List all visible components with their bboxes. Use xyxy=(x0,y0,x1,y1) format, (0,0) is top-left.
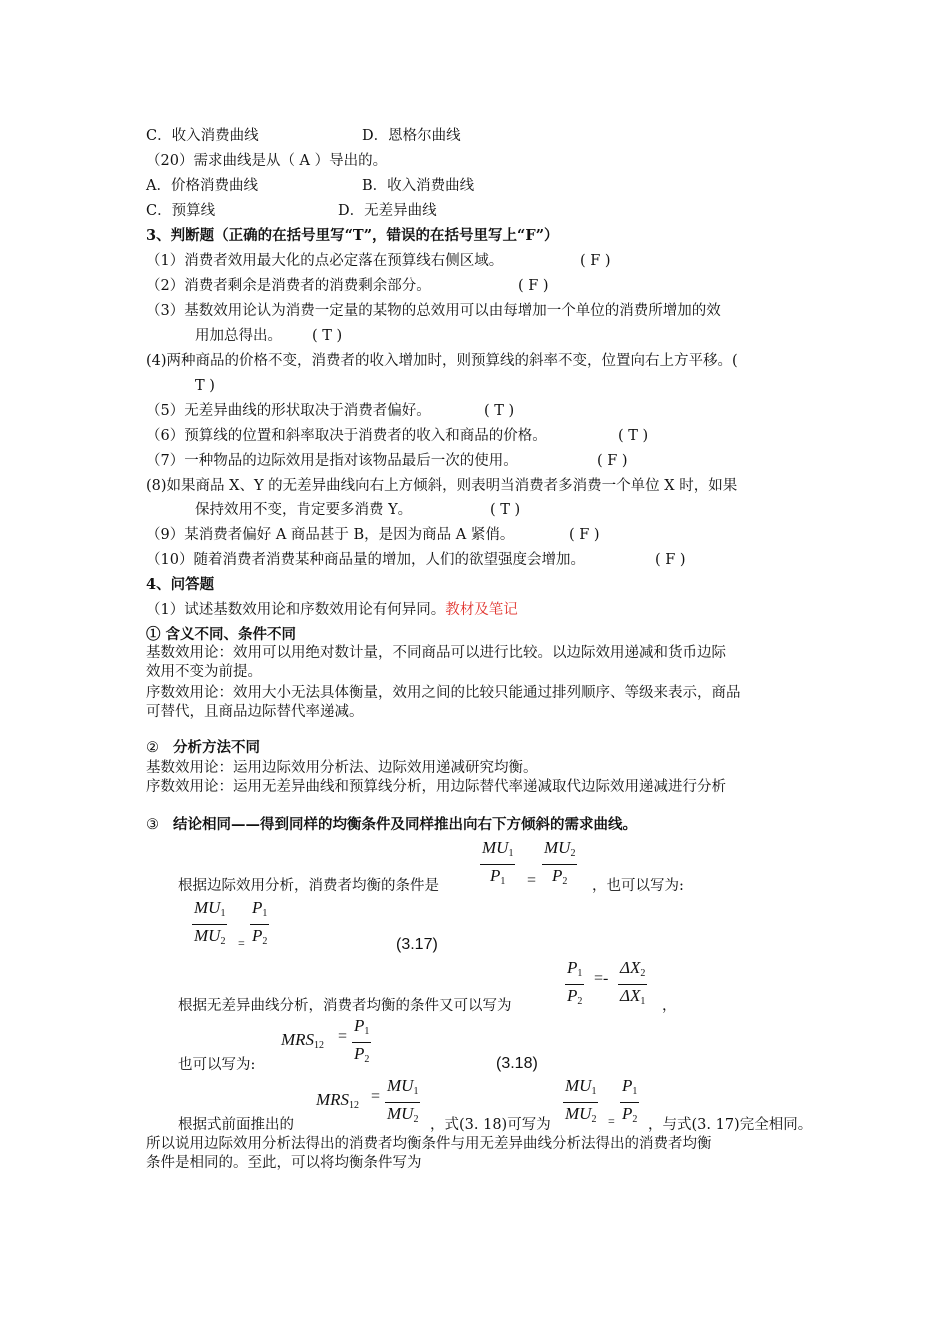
mrs12-label: $MRS_{12}$ xyxy=(281,1030,325,1051)
paragraph-6: 条件是相同的。至此，可以将均衡条件写为 xyxy=(146,1155,422,1171)
point-2-heading: 分析方法不同 xyxy=(173,739,260,756)
question-1-text: （1）试述基数效用论和序数效用论有何异同。 xyxy=(146,602,446,618)
judgement-10-answer: ( F ) xyxy=(655,552,686,568)
judgement-8-answer: ( T ) xyxy=(490,502,521,518)
equals-sign-small-b: = xyxy=(608,1114,615,1128)
judgement-4-line1: (4)两种商品的价格不变，消费者的收入增加时，则预算线的斜率不变，位置向右上方平移。( xyxy=(146,353,738,369)
judgement-1: （1）消费者效用最大化的点必定落在预算线右侧区域。 xyxy=(146,253,504,269)
section-3-heading: 3、判断题（正确的在括号里写“T”，错误的在括号里写上“F”） xyxy=(146,227,559,244)
judgement-1-answer: ( F ) xyxy=(580,253,611,269)
fraction-mu1-mu2-c: $MU_1$ $MU_2$ xyxy=(565,1076,597,1125)
paragraph-equilibrium-cardinal: 根据边际效用分析，消费者均衡的条件是 xyxy=(178,878,439,894)
point-3-number: ③ xyxy=(146,817,159,833)
option-c-line: C．收入消费曲线 xyxy=(146,128,259,144)
point-1-ordinal-line2: 可替代，且商品边际替代率递减。 xyxy=(146,704,364,720)
equals-sign: = xyxy=(527,872,537,889)
fraction-p1-p2-b: $P_1$ $P_2$ xyxy=(567,958,583,1007)
judgement-5-answer: ( T ) xyxy=(484,403,515,419)
paragraph-2-end: ， xyxy=(662,998,677,1014)
point-1-heading: ① 含义不同、条件不同 xyxy=(146,626,297,643)
judgement-8-line2: 保持效用不变，肯定要多消费 Y。 xyxy=(195,502,413,518)
fraction-p1-p2: $P_1$ $P_2$ xyxy=(252,898,268,947)
fraction-p1-p2-c: $P_1$ $P_2$ xyxy=(354,1016,370,1065)
judgement-7: （7）一种物品的边际效用是指对该物品最后一次的使用。 xyxy=(146,453,518,469)
judgement-4-line2: T ) xyxy=(195,378,215,394)
judgement-7-answer: ( F ) xyxy=(597,453,628,469)
option-a: A．价格消费曲线 xyxy=(146,178,258,194)
question-20: （20）需求曲线是从（ A ）导出的。 xyxy=(146,153,388,169)
fraction-mu1-p1: $MU_1$ $P_1$ xyxy=(482,838,514,887)
point-2-number: ② xyxy=(146,740,159,756)
paragraph-4-mid: ，式(3. 18)可写为 xyxy=(430,1117,551,1133)
paragraph-1-end: ，也可以写为: xyxy=(592,878,684,894)
point-2-ordinal: 序数效用论：运用无差异曲线和预算线分析，用边际替代率递减取代边际效用递减进行分析 xyxy=(146,779,726,795)
section-4-heading: 4、问答题 xyxy=(146,576,215,593)
judgement-9: （9）某消费者偏好 A 商品甚于 B，是因为商品 A 紧俏。 xyxy=(146,527,515,543)
judgement-3-line1: （3）基数效用论认为消费一定量的某物的总效用可以由每增加一个单位的消费所增加的效 xyxy=(146,303,721,319)
equation-number-3-18: (3.18) xyxy=(496,1055,538,1072)
judgement-6-answer: ( T ) xyxy=(618,428,649,444)
fraction-mu1-mu2: $MU_1$ $MU_2$ xyxy=(194,898,226,947)
option-b: B．收入消费曲线 xyxy=(362,178,475,194)
judgement-2-answer: ( F ) xyxy=(518,278,549,294)
paragraph-equilibrium-ordinal: 根据无差异曲线分析，消费者均衡的条件又可以写为 xyxy=(178,998,512,1014)
fraction-mu2-p2: $MU_2$ $P_2$ xyxy=(544,838,576,887)
judgement-5: （5）无差异曲线的形状取决于消费者偏好。 xyxy=(146,403,431,419)
equation-number-3-17: (3.17) xyxy=(396,936,438,953)
judgement-2: （2）消费者剩余是消费者的消费剩余部分。 xyxy=(146,278,431,294)
judgement-3-line2: 用加总得出。 xyxy=(195,328,282,344)
judgement-10: （10）随着消费者消费某种商品量的增加，人们的欲望强度会增加。 xyxy=(146,552,585,568)
fraction-p1-p2-d: $P_1$ $P_2$ xyxy=(622,1076,638,1125)
mrs12-label-b: $MRS_{12}$ xyxy=(316,1090,360,1111)
point-1-ordinal-line1: 序数效用论：效用大小无法具体衡量，效用之间的比较只能通过排列顺序、等级来表示，商品 xyxy=(146,685,741,701)
point-1-cardinal-line2: 效用不变为前提。 xyxy=(146,664,262,680)
question-1-note: 教材及笔记 xyxy=(445,602,518,618)
judgement-3-answer: ( T ) xyxy=(312,328,343,344)
point-3-heading: 结论相同——得到同样的均衡条件及同样推出向右下方倾斜的需求曲线。 xyxy=(173,816,637,833)
option-d: D．无差异曲线 xyxy=(338,203,437,219)
judgement-8-line1: (8)如果商品 X、Y 的无差异曲线向右上方倾斜，则表明当消费者多消费一个单位 X 时，如果 xyxy=(146,478,738,494)
paragraph-3: 也可以写为: xyxy=(178,1057,256,1073)
paragraph-4-end: ，与式(3. 17)完全相同。 xyxy=(648,1117,813,1133)
fraction-mu1-mu2-b: $MU_1$ $MU_2$ xyxy=(387,1076,419,1125)
question-1 xyxy=(146,600,518,620)
option-d-line: D．恩格尔曲线 xyxy=(362,128,461,144)
equals-sign-small: = xyxy=(238,936,245,950)
equals-sign-mrs: = xyxy=(338,1028,348,1045)
equals-minus-sign: =- xyxy=(594,970,609,987)
point-1-cardinal-line1: 基数效用论：效用可以用绝对数计量，不同商品可以进行比较。以边际效用递减和货币边际 xyxy=(146,645,726,661)
point-2-cardinal: 基数效用论：运用边际效用分析法、边际效用递减研究均衡。 xyxy=(146,760,538,776)
judgement-9-answer: ( F ) xyxy=(569,527,600,543)
judgement-6: （6）预算线的位置和斜率取决于消费者的收入和商品的价格。 xyxy=(146,428,547,444)
fraction-dx2-dx1: $\Delta X_2$ $\Delta X_1$ xyxy=(620,958,646,1007)
equals-sign-mrs-b: = xyxy=(371,1088,381,1105)
paragraph-5: 所以说用边际效用分析法得出的消费者均衡条件与用无差异曲线分析法得出的消费者均衡 xyxy=(146,1136,712,1152)
paragraph-4-start: 根据式前面推出的 xyxy=(178,1117,294,1133)
option-c: C．预算线 xyxy=(146,203,216,219)
